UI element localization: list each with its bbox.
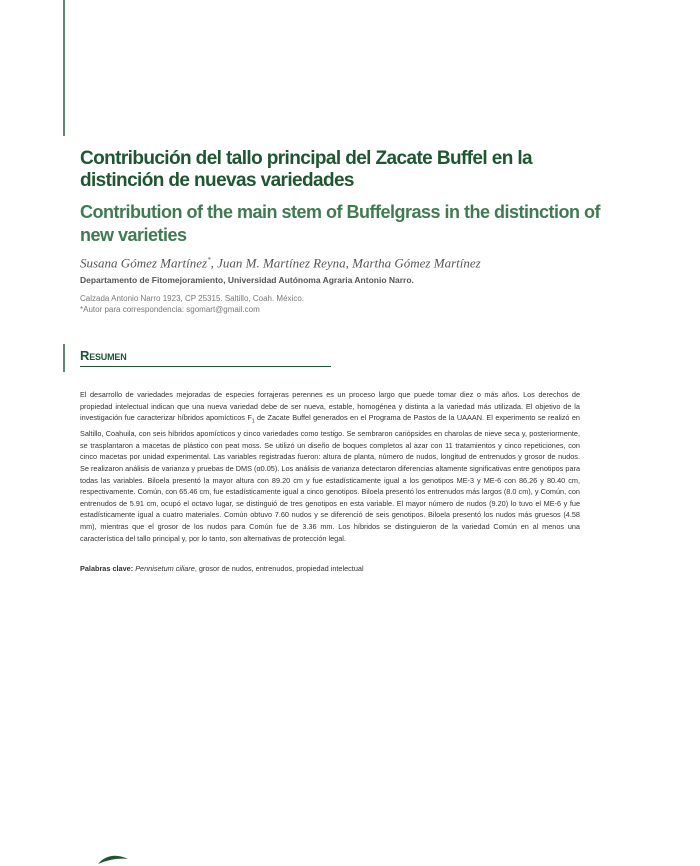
keywords-list: , grosor de nudos, entrenudos, propiedad intelectual — [194, 564, 364, 573]
abstract-text-part2: de Zacate Buffel generados en el Programa de Pastos de la UAAAN. El experimento se realizó en Saltillo, Coahuila, con seis híbridos apomícticos y cinco variedades como testigo. Se sembraron cariópsides en charolas de nieve seca y, posteriormente, se trasplantaron a macetas de plástico con peat moss. Se utilizó un diseño de boques completos al azar con 11 tratamientos y cinco repeticiones, con cinco macetas por unidad experimental. Las variables registradas fueron: altura de planta, número de nudos, longitud de entrenudos y grosor de nudos. Se realizaron análisis de varianza y pruebas de DMS (α0.05). Los análisis de varianza detectaron diferencias altamente significativas entre genotipos para todas las variables. Biloela presentó la mayor altura con 89.20 cm y fue estadísticamente igual a los genotipos ME-3 y ME-6 con 86.26 y 80.40 cm, respectivamente. Común, con 65.46 cm, fue estadísticamente igual a cinco genotipos. Biloela presentó los entrenudos más largos (8.0 cm), y Común, con entrenudos de 5.91 cm, ocupó el octavo lugar, se distinguió de tres genotipos en esta variable. El mayor número de nudos (9.20) lo tuvo el ME-6 y fue estadísticamente igual a cuatro materiales. Común obtuvo 7.60 nudos y se diferenció de seis genotipos. Biloela presentó los nudos más gruesos (4.58 mm), mientras que el grosor de los nudos para Común fue de 3.36 mm. Los híbridos se distinguieron de la variedad Común en al menos una característica del tallo principal y, por lo tanto, son alternativas de protección legal. — [80, 413, 580, 543]
article-title-spanish: Contribución del tallo principal del Zacate Buffel en la distinción de nuevas variedades — [80, 148, 533, 191]
leaf-logo-icon — [96, 852, 136, 866]
coauthor-names: , Juan M. Martínez Reyna, Martha Gómez Martínez — [210, 255, 481, 271]
contact-block — [80, 293, 600, 315]
keyword-scientific-name: Pennisetum ciliare — [135, 564, 195, 573]
article-title-english: Contribution of the main stem of Buffelgrass in the distinction of new varieties — [80, 202, 600, 245]
keywords-label: Palabras clave: — [80, 564, 134, 573]
corresponding-author-mark: * — [207, 256, 211, 264]
section-heading-resumen: Resumen — [80, 347, 331, 367]
abstract-subscript: 1 — [251, 418, 255, 425]
abstract-text-part1: El desarrollo de variedades mejoradas de especies forrajeras perennes es un proceso largo que puede tomar diez o más años. Los derechos de propiedad intelectual indican que una nueva variedad debe de ser nueva, estable, homogénea y distinta a la variedad más utilizada. El objetivo de la investigación fue caracterizar híbridos apomícticos F — [80, 390, 580, 423]
author-list — [80, 252, 600, 271]
keywords-line — [80, 563, 580, 574]
margin-rule — [63, 0, 65, 136]
abstract-paragraph — [80, 389, 580, 544]
correspondence-email: *Autor para correspondencia: sgomart@gmail.com — [80, 305, 260, 314]
affiliation: Departamento de Fitomejoramiento, Universidad Autónoma Agraria Antonio Narro. — [80, 275, 414, 285]
postal-address: Calzada Antonio Narro 1923, CP 25315. Saltillo, Coah. México. — [80, 294, 304, 303]
section-rule — [63, 344, 65, 372]
author-name: Susana Gómez Martínez — [80, 255, 208, 271]
